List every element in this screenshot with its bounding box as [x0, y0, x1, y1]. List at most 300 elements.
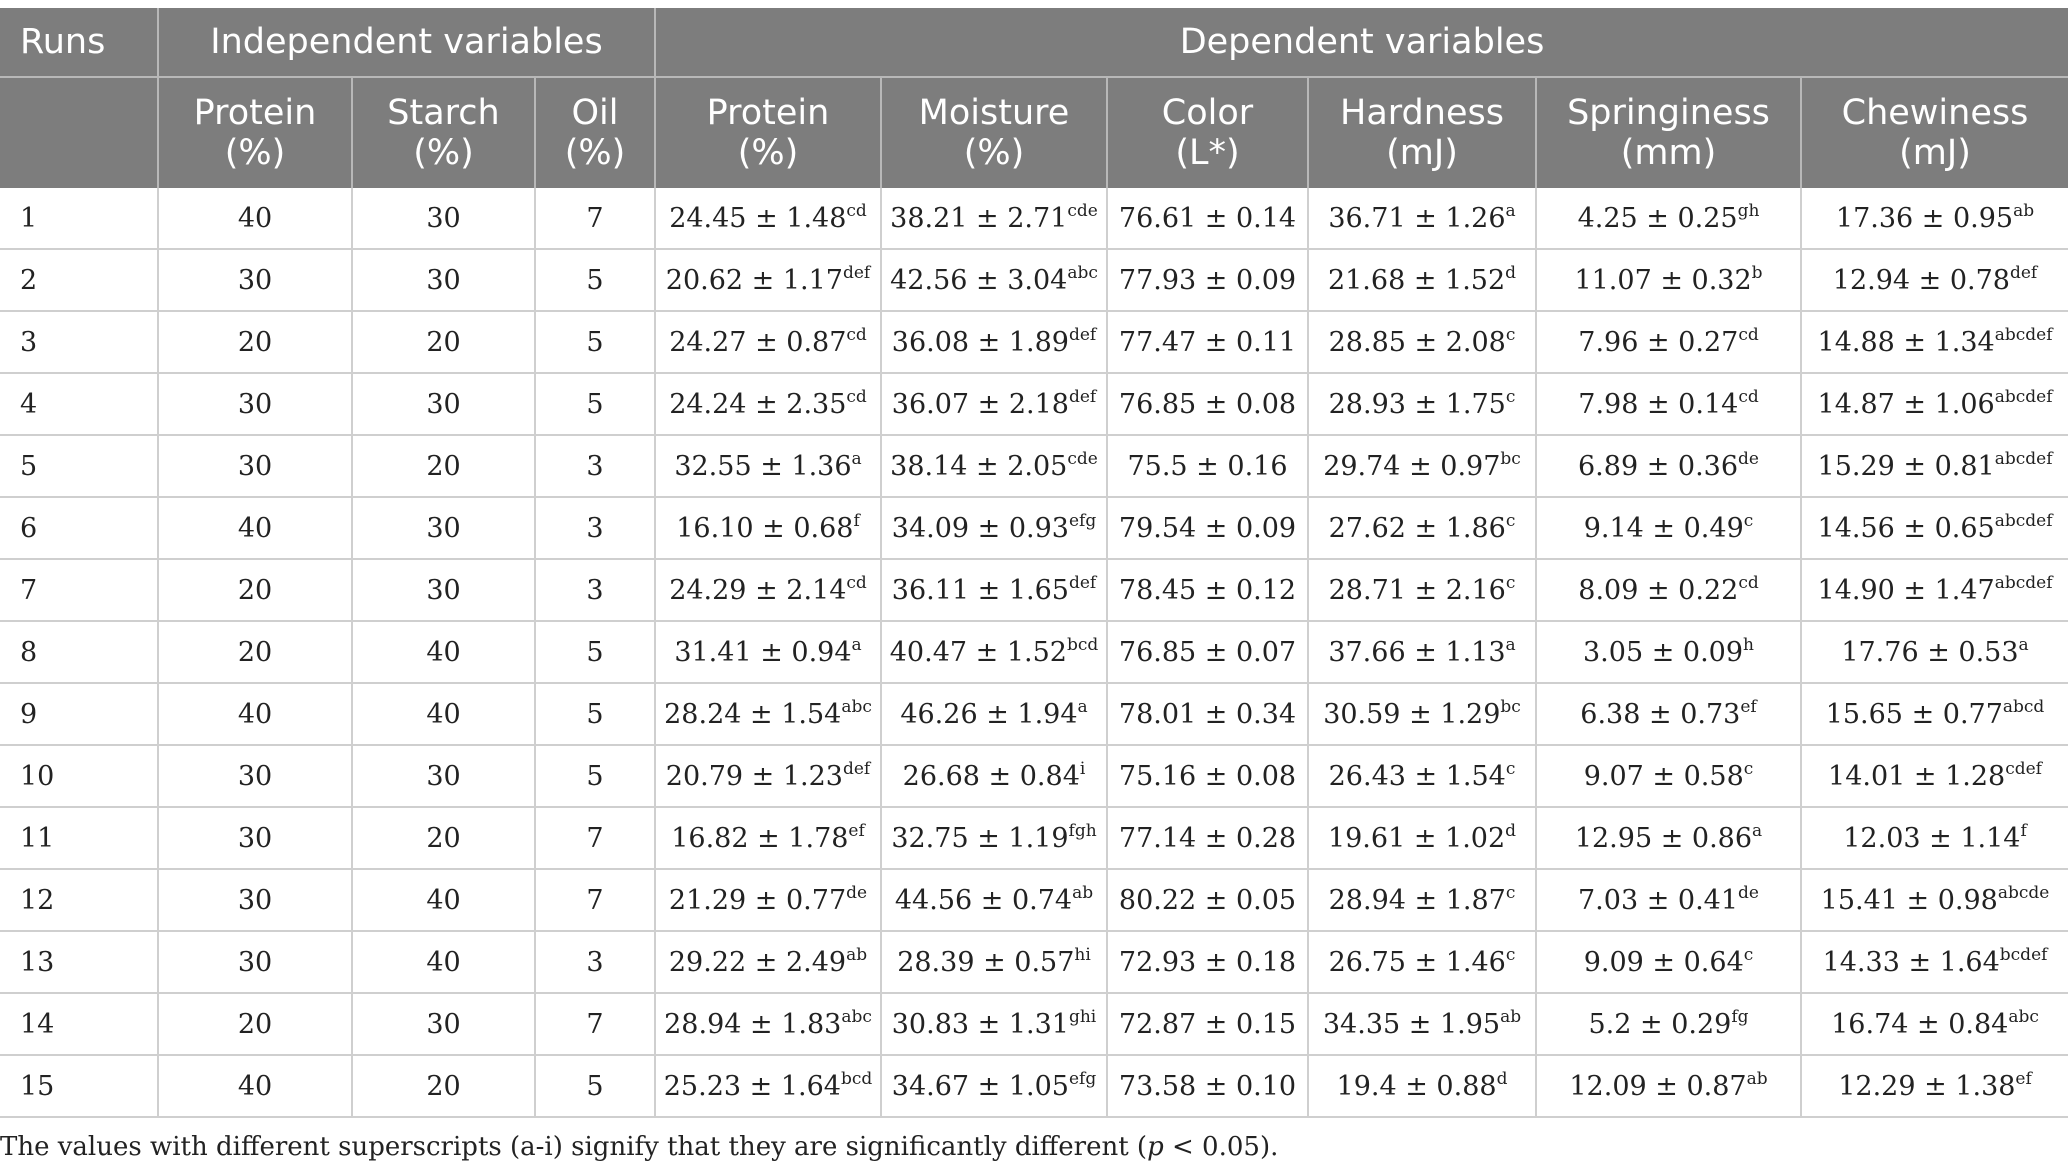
column-header-name: Starch [387, 93, 500, 133]
cell-chewiness [1801, 683, 2068, 745]
significance-superscript: fgh [1068, 820, 1097, 841]
cell-moisture [881, 373, 1107, 435]
cell-value: 14.01 ± 1.28 [1828, 760, 2006, 792]
cell-moisture [881, 188, 1107, 249]
cell-moisture [881, 621, 1107, 683]
cell-oil: 3 [535, 497, 655, 559]
cell-hardness [1308, 373, 1536, 435]
significance-superscript: ab [846, 944, 868, 965]
significance-superscript: ab [2013, 200, 2035, 221]
cell-value: 77.14 ± 0.28 [1118, 822, 1297, 854]
cell-value: 34.67 ± 1.05 [891, 1070, 1069, 1102]
cell-value: 78.01 ± 0.34 [1118, 698, 1297, 730]
cell-value: 25.23 ± 1.64 [663, 1070, 841, 1102]
cell-value: 12.03 ± 1.14 [1843, 822, 2021, 854]
cell-springiness [1536, 373, 1801, 435]
cell-color [1107, 1055, 1308, 1117]
cell-springiness [1536, 1055, 1801, 1117]
significance-superscript: ef [2015, 1068, 2032, 1089]
cell-value: 77.93 ± 0.09 [1118, 264, 1297, 296]
cell-value: 72.93 ± 0.18 [1118, 946, 1297, 978]
cell-value: 20.79 ± 1.23 [665, 760, 843, 792]
cell-color [1107, 931, 1308, 993]
cell-value: 12.94 ± 0.78 [1832, 264, 2010, 296]
cell-run: 4 [0, 373, 158, 435]
column-header-unit: (%) [564, 133, 626, 173]
cell-springiness [1536, 559, 1801, 621]
cell-protein: 30 [158, 931, 352, 993]
footnote-suffix: < 0.05). [1163, 1132, 1279, 1162]
significance-superscript: abc [841, 1006, 872, 1027]
column-header-name: Protein [193, 93, 317, 133]
results-table [0, 8, 2068, 1118]
significance-superscript: cd [846, 324, 867, 345]
cell-moisture [881, 559, 1107, 621]
cell-chewiness [1801, 807, 2068, 869]
cell-color [1107, 373, 1308, 435]
cell-value: 14.90 ± 1.47 [1817, 574, 1995, 606]
cell-value: 24.27 ± 0.87 [669, 326, 847, 358]
significance-superscript: a [2018, 634, 2029, 655]
cell-value: 4.25 ± 0.25 [1577, 202, 1738, 234]
cell-chewiness [1801, 497, 2068, 559]
column-header-unit: (L*) [1175, 133, 1240, 173]
column-header-unit: (%) [963, 133, 1025, 173]
cell-chewiness [1801, 745, 2068, 807]
significance-superscript: c [1505, 758, 1516, 779]
cell-oil: 5 [535, 373, 655, 435]
header-independent-variables: Independent variables [158, 8, 655, 77]
cell-run: 6 [0, 497, 158, 559]
table-body [0, 188, 2068, 1117]
cell-hardness [1308, 931, 1536, 993]
cell-starch: 20 [352, 311, 535, 373]
cell-color [1107, 188, 1308, 249]
cell-color [1107, 559, 1308, 621]
significance-superscript: cd [846, 386, 867, 407]
cell-color [1107, 497, 1308, 559]
cell-value: 20.62 ± 1.17 [665, 264, 843, 296]
cell-springiness [1536, 497, 1801, 559]
cell-run: 12 [0, 869, 158, 931]
column-header-unit: (%) [224, 133, 286, 173]
significance-superscript: c [1743, 758, 1754, 779]
cell-moisture [881, 993, 1107, 1055]
cell-value: 28.94 ± 1.83 [664, 1008, 842, 1040]
cell-hardness [1308, 745, 1536, 807]
significance-superscript: fg [1731, 1006, 1749, 1027]
cell-value: 14.56 ± 0.65 [1817, 512, 1995, 544]
cell-value: 24.45 ± 1.48 [669, 202, 847, 234]
column-header-name: Moisture [918, 93, 1070, 133]
cell-starch: 30 [352, 188, 535, 249]
cell-starch: 40 [352, 683, 535, 745]
cell-value: 27.62 ± 1.86 [1328, 512, 1506, 544]
header-runs-blank [0, 77, 158, 188]
column-header [352, 77, 535, 188]
cell-run: 10 [0, 745, 158, 807]
table-row [0, 869, 2068, 931]
cell-oil: 3 [535, 559, 655, 621]
significance-superscript: a [1077, 696, 1088, 717]
significance-superscript: ef [1740, 696, 1757, 717]
cell-value: 40.47 ± 1.52 [889, 636, 1067, 668]
cell-moisture [881, 683, 1107, 745]
cell-starch: 30 [352, 993, 535, 1055]
significance-superscript: cde [1067, 448, 1098, 469]
cell-springiness [1536, 869, 1801, 931]
cell-oil: 5 [535, 249, 655, 311]
significance-superscript: a [1752, 820, 1763, 841]
footnote-p-symbol: p [1147, 1132, 1164, 1162]
significance-superscript: def [1068, 324, 1097, 345]
cell-run: 13 [0, 931, 158, 993]
cell-hardness [1308, 621, 1536, 683]
cell-value: 19.61 ± 1.02 [1327, 822, 1506, 854]
significance-superscript: def [1068, 572, 1097, 593]
cell-value: 29.22 ± 2.49 [668, 946, 847, 978]
cell-color [1107, 435, 1308, 497]
significance-superscript: c [1505, 324, 1516, 345]
header-dependent-variables: Dependent variables [655, 8, 2068, 77]
significance-superscript: ghi [1068, 1006, 1097, 1027]
cell-value: 7.98 ± 0.14 [1578, 388, 1739, 420]
cell-value: 21.29 ± 0.77 [668, 884, 847, 916]
cell-moisture [881, 1055, 1107, 1117]
cell-oil: 5 [535, 745, 655, 807]
cell-value: 26.75 ± 1.46 [1328, 946, 1506, 978]
cell-value: 16.74 ± 0.84 [1831, 1008, 2009, 1040]
table-row [0, 683, 2068, 745]
significance-superscript: ab [1500, 1006, 1522, 1027]
cell-value: 36.11 ± 1.65 [891, 574, 1069, 606]
column-header-name: Oil [571, 93, 619, 133]
significance-superscript: c [1505, 882, 1516, 903]
cell-moisture [881, 869, 1107, 931]
column-header [1536, 77, 1801, 188]
cell-moisture [881, 249, 1107, 311]
significance-superscript: bcd [1066, 634, 1099, 655]
significance-superscript: c [1505, 386, 1516, 407]
cell-starch: 20 [352, 435, 535, 497]
cell-hardness [1308, 683, 1536, 745]
cell-protein: 30 [158, 807, 352, 869]
cell-color [1107, 621, 1308, 683]
cell-protein: 40 [158, 1055, 352, 1117]
cell-protein: 30 [158, 249, 352, 311]
cell-springiness [1536, 621, 1801, 683]
cell-springiness [1536, 745, 1801, 807]
significance-superscript: abcdef [1994, 386, 2053, 407]
cell-value: 76.61 ± 0.14 [1118, 202, 1297, 234]
significance-superscript: ef [848, 820, 865, 841]
cell-value: 32.55 ± 1.36 [674, 450, 852, 482]
cell-value: 46.26 ± 1.94 [900, 698, 1078, 730]
cell-value: 76.85 ± 0.07 [1118, 636, 1297, 668]
significance-superscript: cd [1738, 386, 1759, 407]
significance-superscript: cde [1067, 200, 1098, 221]
cell-value: 34.35 ± 1.95 [1322, 1008, 1501, 1040]
significance-superscript: cdef [2005, 758, 2042, 779]
cell-run: 11 [0, 807, 158, 869]
cell-springiness [1536, 807, 1801, 869]
significance-superscript: f [2020, 820, 2027, 841]
cell-value: 38.21 ± 2.71 [890, 202, 1068, 234]
cell-oil: 5 [535, 683, 655, 745]
cell-run: 1 [0, 188, 158, 249]
column-header [655, 77, 881, 188]
cell-oil: 7 [535, 869, 655, 931]
cell-protein: 20 [158, 311, 352, 373]
cell-color [1107, 993, 1308, 1055]
column-header [158, 77, 352, 188]
cell-moisture [881, 311, 1107, 373]
cell-color [1107, 807, 1308, 869]
significance-superscript: bc [1500, 696, 1521, 717]
significance-superscript: def [842, 262, 871, 283]
cell-color [1107, 311, 1308, 373]
cell-value: 31.41 ± 0.94 [674, 636, 852, 668]
cell-value: 75.16 ± 0.08 [1118, 760, 1297, 792]
cell-value: 14.33 ± 1.64 [1822, 946, 2000, 978]
cell-springiness [1536, 311, 1801, 373]
cell-d-protein [655, 683, 881, 745]
significance-superscript: abc [841, 696, 872, 717]
cell-value: 37.66 ± 1.13 [1328, 636, 1506, 668]
significance-superscript: c [1743, 944, 1754, 965]
significance-superscript: hi [1074, 944, 1091, 965]
cell-value: 17.36 ± 0.95 [1835, 202, 2014, 234]
significance-superscript: ab [1746, 1068, 1768, 1089]
cell-value: 34.09 ± 0.93 [891, 512, 1069, 544]
table-footnote [0, 1132, 2068, 1162]
significance-superscript: abcde [1997, 882, 2050, 903]
cell-chewiness [1801, 993, 2068, 1055]
table-header [0, 8, 2068, 188]
cell-value: 44.56 ± 0.74 [894, 884, 1073, 916]
cell-starch: 40 [352, 621, 535, 683]
cell-oil: 5 [535, 621, 655, 683]
cell-d-protein [655, 435, 881, 497]
cell-starch: 30 [352, 745, 535, 807]
cell-value: 16.10 ± 0.68 [676, 512, 854, 544]
table-row [0, 311, 2068, 373]
column-header-name: Chewiness [1841, 93, 2029, 133]
cell-hardness [1308, 435, 1536, 497]
cell-springiness [1536, 683, 1801, 745]
significance-superscript: ab [1072, 882, 1094, 903]
cell-value: 7.03 ± 0.41 [1578, 884, 1739, 916]
table-row [0, 993, 2068, 1055]
cell-chewiness [1801, 559, 2068, 621]
cell-starch: 30 [352, 497, 535, 559]
significance-superscript: bcdef [1999, 944, 2048, 965]
cell-hardness [1308, 188, 1536, 249]
cell-starch: 20 [352, 807, 535, 869]
significance-superscript: cd [1738, 572, 1759, 593]
cell-value: 78.45 ± 0.12 [1118, 574, 1297, 606]
significance-superscript: de [1738, 882, 1759, 903]
cell-protein: 30 [158, 435, 352, 497]
cell-run: 8 [0, 621, 158, 683]
significance-superscript: cd [846, 200, 867, 221]
cell-value: 17.76 ± 0.53 [1841, 636, 2019, 668]
cell-value: 14.87 ± 1.06 [1817, 388, 1995, 420]
cell-protein: 40 [158, 188, 352, 249]
cell-d-protein [655, 188, 881, 249]
cell-value: 7.96 ± 0.27 [1578, 326, 1739, 358]
cell-color [1107, 683, 1308, 745]
significance-superscript: d [1505, 820, 1517, 841]
cell-protein: 20 [158, 993, 352, 1055]
cell-run: 5 [0, 435, 158, 497]
cell-hardness [1308, 869, 1536, 931]
table-container [0, 8, 2068, 1162]
cell-value: 32.75 ± 1.19 [891, 822, 1069, 854]
cell-value: 75.5 ± 0.16 [1127, 450, 1288, 482]
column-header-unit: (%) [737, 133, 799, 173]
header-runs: Runs [0, 8, 158, 77]
significance-superscript: c [1505, 944, 1516, 965]
cell-chewiness [1801, 249, 2068, 311]
significance-superscript: def [1068, 386, 1097, 407]
cell-value: 24.24 ± 2.35 [669, 388, 847, 420]
cell-d-protein [655, 373, 881, 435]
cell-starch: 30 [352, 559, 535, 621]
cell-run: 2 [0, 249, 158, 311]
table-row [0, 559, 2068, 621]
significance-superscript: h [1743, 634, 1754, 655]
cell-value: 76.85 ± 0.08 [1118, 388, 1297, 420]
cell-chewiness [1801, 188, 2068, 249]
cell-value: 15.29 ± 0.81 [1817, 450, 1995, 482]
column-header [1308, 77, 1536, 188]
significance-superscript: a [1505, 634, 1516, 655]
cell-oil: 7 [535, 993, 655, 1055]
significance-superscript: cd [1738, 324, 1759, 345]
cell-springiness [1536, 931, 1801, 993]
cell-value: 12.95 ± 0.86 [1574, 822, 1753, 854]
cell-value: 26.68 ± 0.84 [902, 760, 1080, 792]
significance-superscript: efg [1068, 510, 1097, 531]
cell-chewiness [1801, 931, 2068, 993]
table-row [0, 1055, 2068, 1117]
cell-run: 7 [0, 559, 158, 621]
cell-moisture [881, 497, 1107, 559]
cell-oil: 3 [535, 435, 655, 497]
table-row [0, 435, 2068, 497]
cell-value: 30.59 ± 1.29 [1323, 698, 1501, 730]
significance-superscript: c [1505, 572, 1516, 593]
cell-springiness [1536, 435, 1801, 497]
cell-starch: 40 [352, 869, 535, 931]
cell-starch: 30 [352, 249, 535, 311]
significance-superscript: de [1738, 448, 1759, 469]
cell-value: 9.14 ± 0.49 [1583, 512, 1744, 544]
cell-springiness [1536, 993, 1801, 1055]
significance-superscript: abcdef [1994, 572, 2053, 593]
cell-value: 29.74 ± 0.97 [1323, 450, 1501, 482]
cell-d-protein [655, 249, 881, 311]
table-row [0, 373, 2068, 435]
significance-superscript: def [2009, 262, 2038, 283]
cell-starch: 20 [352, 1055, 535, 1117]
cell-d-protein [655, 559, 881, 621]
cell-value: 38.14 ± 2.05 [890, 450, 1068, 482]
cell-value: 12.09 ± 0.87 [1569, 1070, 1747, 1102]
significance-superscript: efg [1068, 1068, 1097, 1089]
footnote-prefix: The values with different superscripts (a-i) signify that they are significantly different ( [0, 1132, 1148, 1162]
table-row [0, 188, 2068, 249]
cell-oil: 7 [535, 188, 655, 249]
significance-superscript: b [1751, 262, 1763, 283]
cell-value: 21.68 ± 1.52 [1327, 264, 1506, 296]
cell-chewiness [1801, 311, 2068, 373]
cell-value: 28.71 ± 2.16 [1328, 574, 1506, 606]
cell-hardness [1308, 559, 1536, 621]
column-header [535, 77, 655, 188]
cell-run: 3 [0, 311, 158, 373]
cell-value: 28.93 ± 1.75 [1328, 388, 1506, 420]
significance-superscript: abcdef [1994, 448, 2053, 469]
cell-value: 6.89 ± 0.36 [1578, 450, 1739, 482]
cell-oil: 3 [535, 931, 655, 993]
cell-starch: 30 [352, 373, 535, 435]
cell-d-protein [655, 497, 881, 559]
cell-protein: 40 [158, 497, 352, 559]
cell-value: 9.09 ± 0.64 [1583, 946, 1744, 978]
cell-moisture [881, 807, 1107, 869]
cell-hardness [1308, 807, 1536, 869]
cell-value: 77.47 ± 0.11 [1118, 326, 1297, 358]
column-header [881, 77, 1107, 188]
significance-superscript: abc [2008, 1006, 2039, 1027]
column-header-name: Color [1161, 93, 1254, 133]
cell-chewiness [1801, 869, 2068, 931]
cell-value: 16.82 ± 1.78 [671, 822, 849, 854]
cell-value: 3.05 ± 0.09 [1583, 636, 1744, 668]
cell-moisture [881, 931, 1107, 993]
cell-hardness [1308, 249, 1536, 311]
cell-chewiness [1801, 1055, 2068, 1117]
cell-springiness [1536, 188, 1801, 249]
significance-superscript: a [851, 634, 862, 655]
table-row [0, 621, 2068, 683]
column-header [1801, 77, 2068, 188]
cell-value: 72.87 ± 0.15 [1118, 1008, 1297, 1040]
cell-d-protein [655, 993, 881, 1055]
cell-value: 36.08 ± 1.89 [891, 326, 1069, 358]
table-row [0, 745, 2068, 807]
significance-superscript: cd [846, 572, 867, 593]
significance-superscript: i [1079, 758, 1086, 779]
cell-value: 30.83 ± 1.31 [891, 1008, 1069, 1040]
cell-color [1107, 249, 1308, 311]
cell-oil: 5 [535, 1055, 655, 1117]
significance-superscript: a [851, 448, 862, 469]
cell-d-protein [655, 1055, 881, 1117]
cell-value: 36.07 ± 2.18 [891, 388, 1069, 420]
cell-value: 28.39 ± 0.57 [897, 946, 1075, 978]
significance-superscript: c [1743, 510, 1754, 531]
column-header-name: Hardness [1340, 93, 1504, 133]
cell-run: 9 [0, 683, 158, 745]
significance-superscript: def [842, 758, 871, 779]
significance-superscript: f [853, 510, 860, 531]
table-row [0, 931, 2068, 993]
significance-superscript: d [1496, 1068, 1508, 1089]
table-row [0, 249, 2068, 311]
